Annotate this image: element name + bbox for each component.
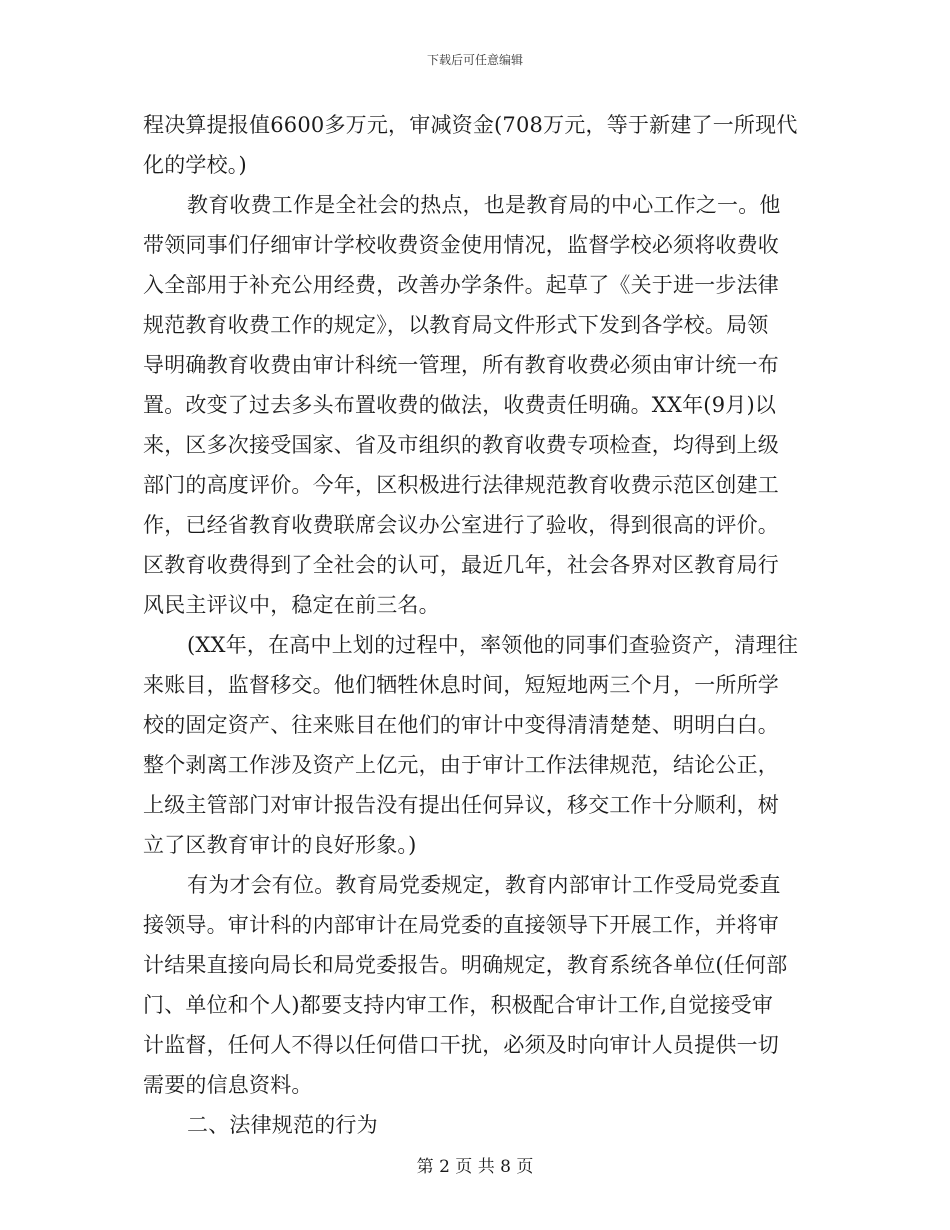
text-line: 程决算提报值6600多万元，审减资金(708万元，等于新建了一所现代 <box>143 113 798 137</box>
text-line: 上级主管部门对审计报告没有提出任何异议，移交工作十分顺利，树 <box>143 793 779 817</box>
text-line: 整个剥离工作涉及资产上亿元，由于审计工作法律规范，结论公正， <box>143 753 779 777</box>
paragraph-first-line: 有为才会有位。教育局党委规定，教育内部审计工作受局党委直 <box>187 873 781 897</box>
text-line: 带领同事们仔细审计学校收费资金使用情况，监督学校必须将收费收 <box>143 233 779 257</box>
text-line: 入全部用于补充公用经费，改善办学条件。起草了《关于进一步法律 <box>143 273 779 297</box>
text-line: 规范教育收费工作的规定》，以教育局文件形式下发到各学校。局领 <box>143 313 769 337</box>
paragraph-first-line: 教育收费工作是全社会的热点，也是教育局的中心工作之一。他 <box>187 193 781 217</box>
text-line: 接领导。审计科的内部审计在局党委的直接领导下开展工作，并将审 <box>143 913 779 937</box>
text-line: 需要的信息资料。 <box>143 1073 313 1097</box>
text-line: 区教育收费得到了全社会的认可，最近几年，社会各界对区教育局行 <box>143 553 779 577</box>
text-line: 置。改变了过去多头布置收费的做法，收费责任明确。XX年(9月)以 <box>143 393 777 417</box>
text-line: 来，区多次接受国家、省及市组织的教育收费专项检查，均得到上级 <box>143 433 779 457</box>
text-line: 计结果直接向局长和局党委报告。明确规定，教育系统各单位(任何部 <box>143 953 788 977</box>
text-line: 计监督，任何人不得以任何借口干扰，必须及时向审计人员提供一切 <box>143 1033 779 1057</box>
paragraph-first-line: (XX年，在高中上划的过程中，率领他的同事们查验资产，清理往 <box>187 633 799 657</box>
text-line: 立了区教育审计的良好形象。) <box>143 833 417 857</box>
text-line: 部门的高度评价。今年，区积极进行法律规范教育收费示范区创建工 <box>143 473 779 497</box>
page-header: 下载后可任意编辑 <box>426 53 523 67</box>
document-body <box>143 105 811 1145</box>
text-line: 风民主评议中，稳定在前三名。 <box>143 593 440 617</box>
text-line: 来账目，监督移交。他们牺牲休息时间，短短地两三个月，一所所学 <box>143 673 779 697</box>
section-heading: 二、法律规范的行为 <box>187 1113 378 1137</box>
text-line: 化的学校。) <box>143 153 247 177</box>
text-line: 门、单位和个人)都要支持内审工作，积极配合审计工作,自觉接受审 <box>143 993 774 1017</box>
page-number-footer: 第 2 页 共 8 页 <box>416 1157 534 1177</box>
text-line: 作，已经省教育收费联席会议办公室进行了验收，得到很高的评价。 <box>143 513 779 537</box>
text-line: 校的固定资产、往来账目在他们的审计中变得清清楚楚、明明白白。 <box>143 713 779 737</box>
text-line: 导明确教育收费由审计科统一管理，所有教育收费必须由审计统一布 <box>143 353 779 377</box>
